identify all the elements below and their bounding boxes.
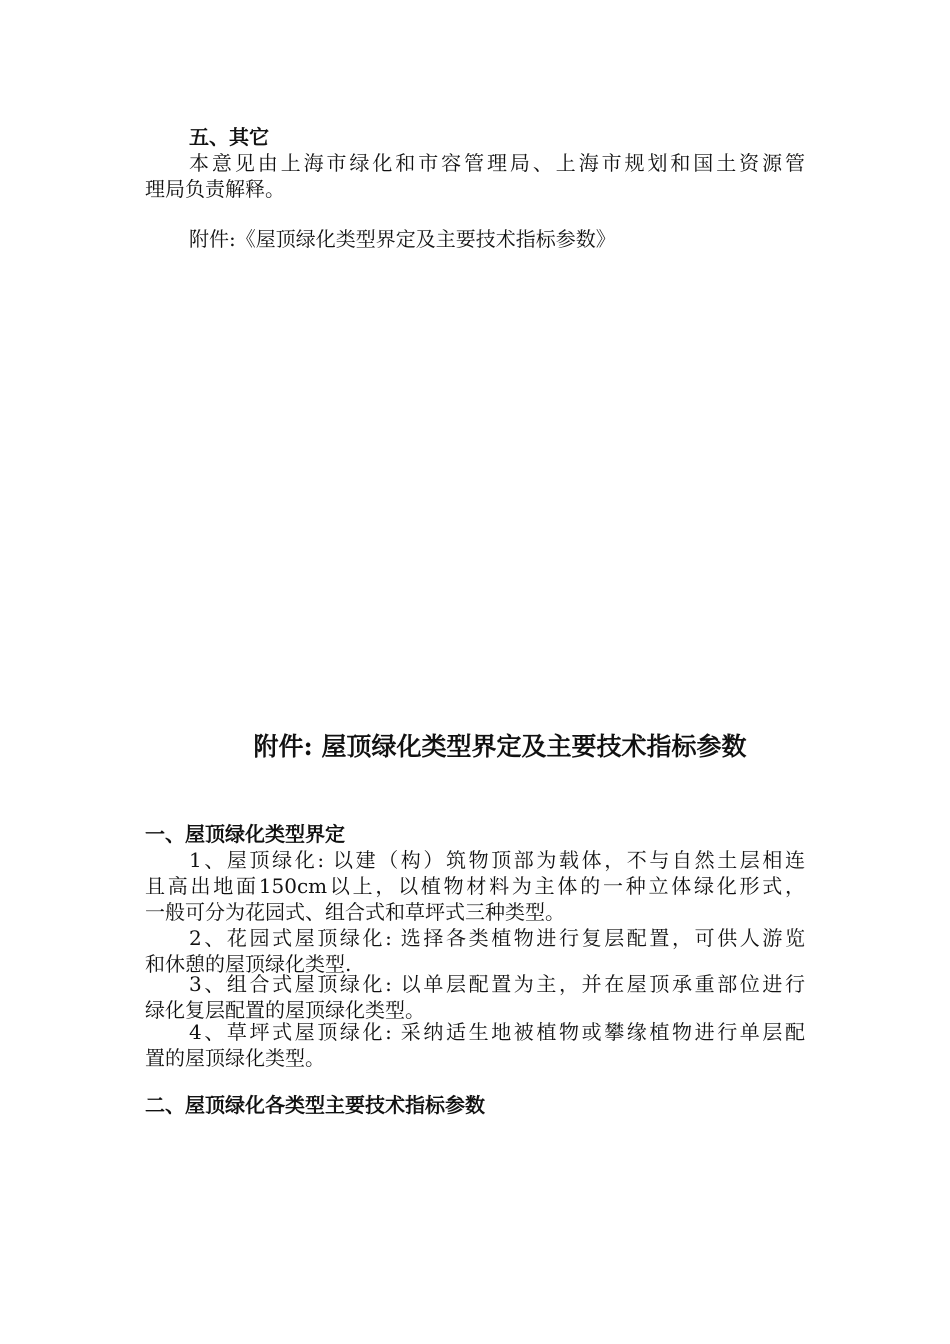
item3-line2: 绿化复层配置的屋顶绿化类型。	[145, 998, 425, 1022]
item4-line2: 置的屋顶绿化类型。	[145, 1046, 325, 1070]
item1-line3: 一般可分为花园式、组合式和草坪式三种类型。	[145, 900, 565, 924]
item1-line1: 1、屋顶绿化: 以建（构）筑物顶部为载体，不与自然土层相连	[189, 848, 805, 872]
section5-paragraph-line2: 理局负责解释。	[145, 177, 285, 201]
item2-line2: 和休憩的屋顶绿化类型.	[145, 952, 352, 976]
attachment-title: 附件: 屋顶绿化类型界定及主要技术指标参数	[253, 732, 747, 761]
section5-paragraph-line1: 本意见由上海市绿化和市容管理局、上海市规划和国土资源管	[189, 151, 805, 175]
item4-line1: 4、草坪式屋顶绿化: 采纳适生地被植物或攀缘植物进行单层配	[189, 1020, 805, 1044]
part1-heading: 一、屋顶绿化类型界定	[145, 822, 345, 846]
section5-heading: 五、其它	[189, 125, 269, 149]
part2-heading: 二、屋顶绿化各类型主要技术指标参数	[145, 1093, 485, 1117]
item2-line1: 2、花园式屋顶绿化: 选择各类植物进行复层配置，可供人游览	[189, 926, 805, 950]
attachment-reference: 附件:《屋顶绿化类型界定及主要技术指标参数》	[189, 227, 616, 251]
item3-line1: 3、组合式屋顶绿化: 以单层配置为主，并在屋顶承重部位进行	[189, 972, 805, 996]
item1-line2: 且高出地面150cm以上，以植物材料为主体的一种立体绿化形式，	[145, 874, 805, 898]
